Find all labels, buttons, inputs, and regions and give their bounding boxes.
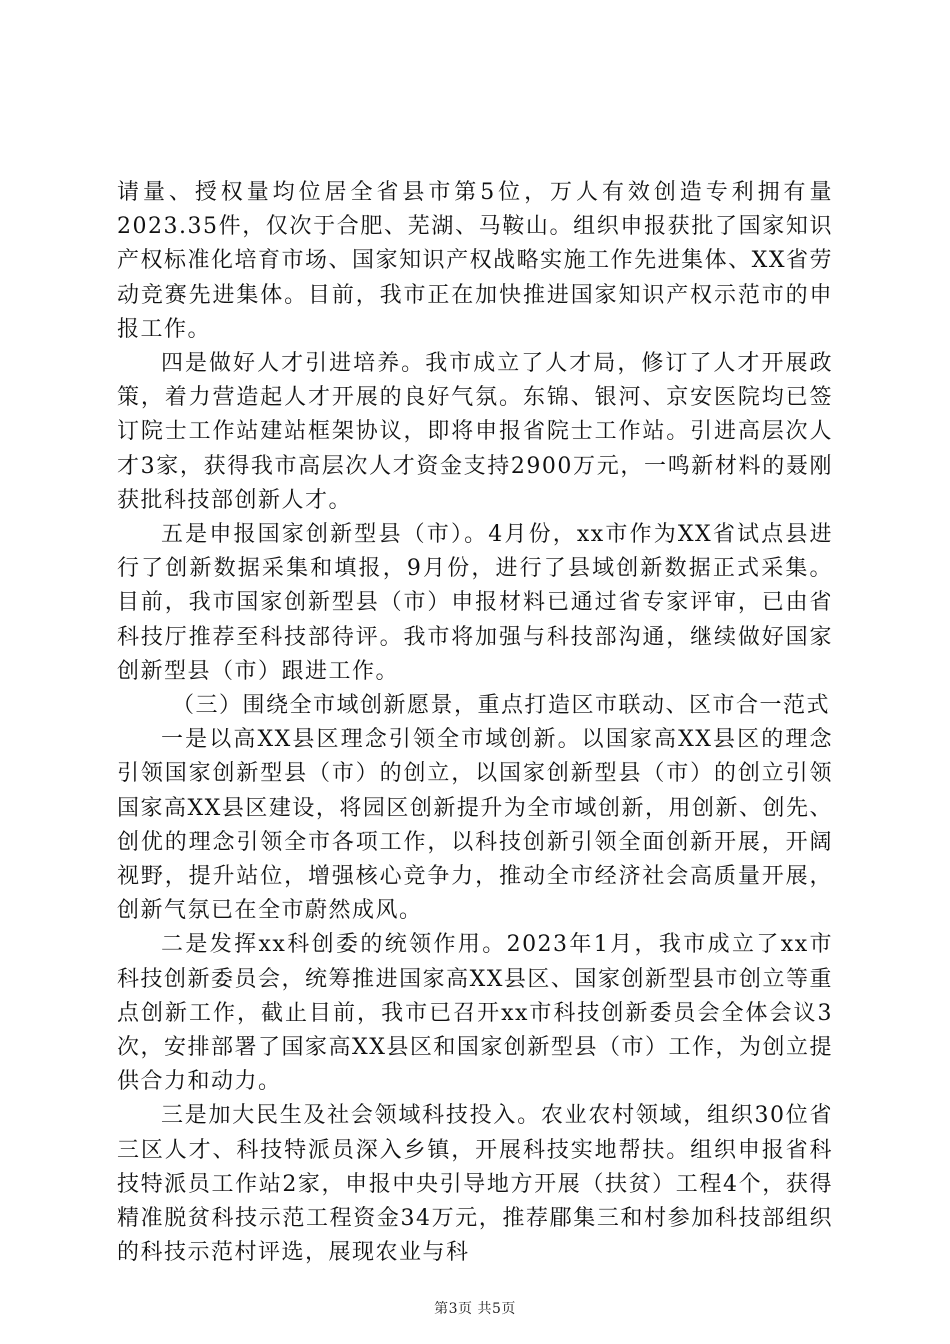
section-heading: （三）围绕全市域创新愿景，重点打造区市联动、区市合一范式 xyxy=(172,693,831,719)
page-footer: 第3页 共5页 xyxy=(434,1301,516,1317)
document-body xyxy=(117,176,833,1271)
paragraph-continuation: 请量、授权量均位居全省县市第5位，万人有效创造专利拥有量2023.35件，仅次于合肥、芜湖、马鞍山。组织申报获批了国家知识产权标准化培育市场、国家知识产权战略实施工作先进集体、XX省劳动竞赛先进集体。目前，我市正在加快推进国家知识产权示范市的申报工作。 xyxy=(117,180,833,342)
paragraph-livelihood: 三是加大民生及社会领域科技投入。农业农村领域，组织30位省三区人才、科技特派员深入乡镇，开展科技实地帮扶。组织申报省科技特派员工作站2家，申报中央引导地方开展（扶贫）工程4个，获得精准脱贫科技示范工程资金34万元，推荐郿集三和村参加科技部组织的科技示范村评选，展现农业与科 xyxy=(117,1103,833,1266)
paragraph-innovative-county: 五是申报国家创新型县（市）。4月份，xx市作为XX省试点县进行了创新数据采集和填报，9月份，进行了县域创新数据正式采集。目前，我市国家创新型县（市）申报材料已通过省专家评审，已由省科技厅推荐至科技部待评。我市将加强与科技部沟通，继续做好国家创新型县（市）跟进工作。 xyxy=(117,522,833,684)
paragraph-committee: 二是发挥xx科创委的统领作用。2023年1月，我市成立了xx市科技创新委员会，统筹推进国家高XX县区、国家创新型县市创立等重点创新工作，截止目前，我市已召开xx市科技创新委员会全体会议3次，安排部署了国家高XX县区和国家创新型县（市）工作，为创立提供合力和动力。 xyxy=(117,932,833,1095)
paragraph-citywide-innovation: 一是以高XX县区理念引领全市域创新。以国家高XX县区的理念引领国家创新型县（市）的创立，以国家创新型县（市）的创立引领国家高XX县区建设，将园区创新提升为全市域创新，用创新、创先、创优的理念引领全市各项工作，以科技创新引领全面创新开展，开阔视野，提升站位，增强核心竞争力，推动全市经济社会高质量开展，创新气氛已在全市蔚然成风。 xyxy=(117,727,833,924)
paragraph-talent: 四是做好人才引进培养。我市成立了人才局，修订了人才开展政策，着力营造起人才开展的良好气氛。东锦、银河、京安医院均已签订院士工作站建站框架协议，即将申报省院士工作站。引进高层次人才3家，获得我市高层次人才资金支持2900万元，一鸣新材料的聂刚获批科技部创新人才。 xyxy=(117,351,833,513)
